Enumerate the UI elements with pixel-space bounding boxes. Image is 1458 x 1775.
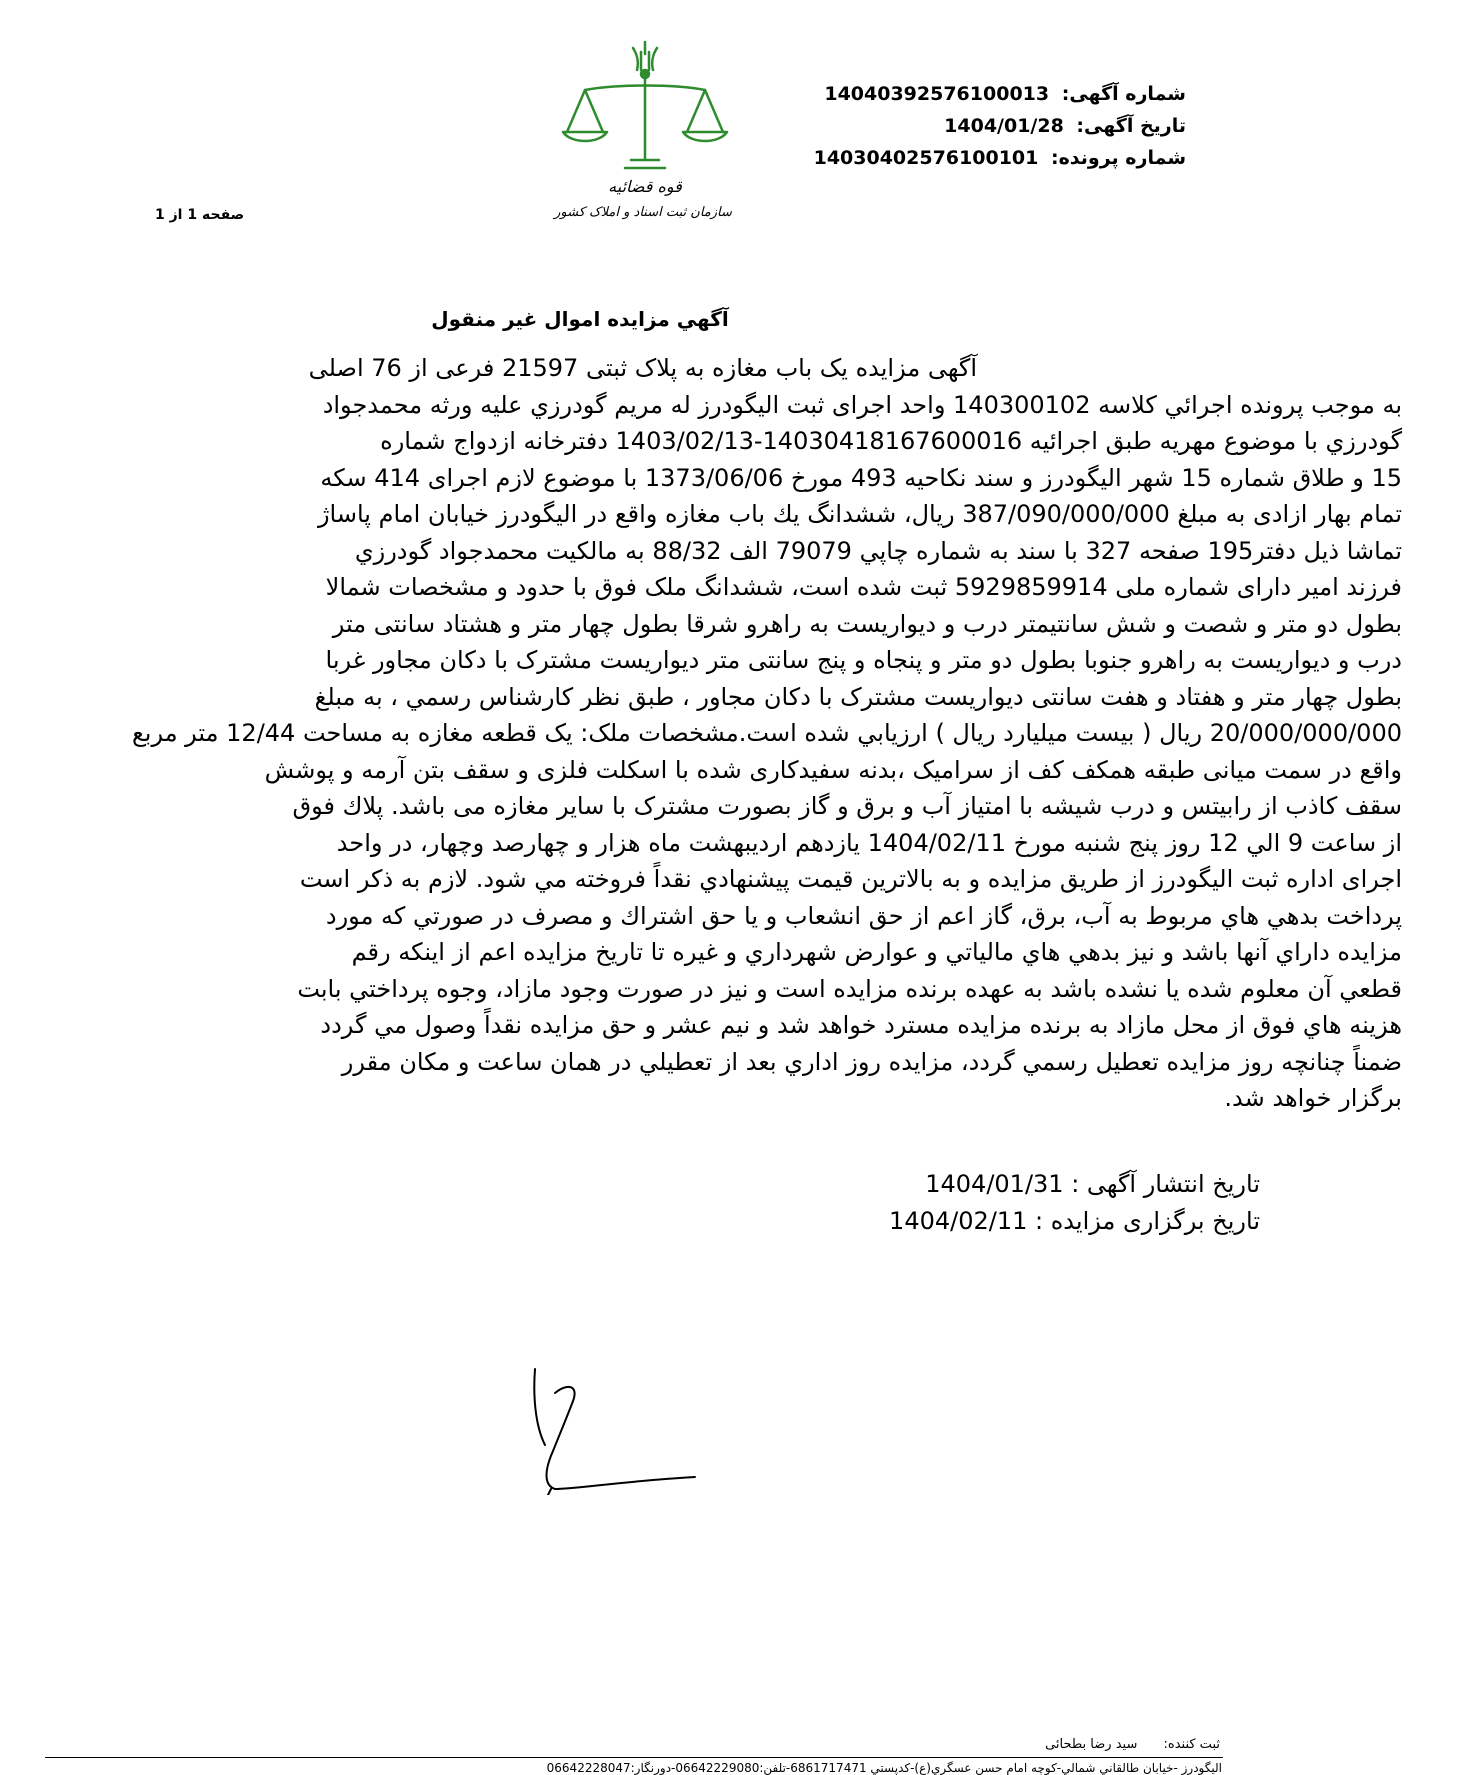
body-line: تماشا ذيل دفتر195 صفحه 327 با سند به شماره چاپي 79079 الف 88/32 به مالكيت محمدجواد گودرزي [354,536,1402,565]
notice-number: 14040392576100013 [824,83,1050,105]
registrar-name: سید رضا بطحائی [1045,1737,1138,1752]
notice-body [10,350,1402,1117]
judiciary-emblem [545,40,745,250]
notice-date-label: تاریخ آگهی: [1076,115,1186,137]
signature [495,1365,700,1495]
registrar-label: ثبت كننده: [1163,1737,1220,1752]
body-line: قطعي آن معلوم شده يا نشده باشد به عهده برنده مزايده است و نيز در صورت وجود مازاد، وجوه پرداختي بابت [297,974,1402,1003]
auction-date: 1404/02/11 [889,1207,1028,1235]
publish-date: 1404/01/31 [925,1170,1064,1198]
body-line: از ساعت 9 الي 12 روز پنج شنبه مورخ 1404/02/11 یازدهم ارديبهشت ماه هزار و چهارصد وچهار، در واحد [336,828,1402,857]
file-number-label: شماره پرونده: [1050,147,1186,169]
signature-scribble-icon [495,1365,700,1495]
body-line: به موجب پرونده اجرائي كلاسه 140300102 واحد اجرای ثبت الیگودرز له مريم گودرزي عليه ورثه محمدجواد [322,390,1402,419]
org-name-line1: قوه قضائیه [608,177,682,196]
auction-date-row [700,1203,1260,1240]
notice-number-label: شماره آگهی: [1061,83,1186,105]
body-line: سقف کاذب از رابيتس و درب شيشه با امتیاز آب و برق و گاز بصورت مشترک با سایر مغازه می باشد. پلاك فوق [292,792,1402,820]
file-number-row [766,142,1186,174]
body-line: اجرای اداره ثبت اليگودرز از طريق مزايده و به بالاترين قيمت پيشنهادي نقداً فروخته مي شود. لازم به ذكر است [299,865,1402,893]
body-line: برگزار خواهد شد. [1224,1084,1402,1112]
body-line: پرداخت بدهي هاي مربوط به آب، برق، گاز اعم از حق انشعاب و يا حق اشتراك و مصرف در صورتي كه مورد [325,901,1402,930]
notice-metadata [766,78,1186,174]
body-line: درب و ديواريست به راهرو جنوبا بطول دو متر و پنجاه و پنج سانتی متر ديواريست مشترک با دكان مجاور غربا [325,646,1402,674]
file-number: 14030402576100101 [813,147,1039,169]
body-line: گودرزي با موضوع مهريه طبق اجرائيه 14030418167600016-1403/02/13 دفترخانه ازدواج شماره [380,427,1402,455]
notice-dates [700,1166,1260,1240]
org-name-line2: سازمان ثبت اسناد و املاک کشور [554,205,732,220]
auction-date-label: تاریخ برگزاری مزایده : [1035,1207,1260,1235]
notice-date-row [766,110,1186,142]
registrar [980,1737,1220,1752]
body-line: واقع در سمت میانی طبقه همکف کف از سرامیک ،بدنه سفیدکاری شده با اسکلت فلزی و سقف بتن آرمه و پوشش [264,755,1402,784]
scales-of-justice-icon [545,40,745,250]
body-line: تمام بهار ازادی به مبلغ 387/090/000/000 ریال، ششدانگ يك باب مغازه واقع در اليگودرز خيابان امام پاساژ [317,500,1402,528]
body-line: 15 و طلاق شماره 15 شهر اليگودرز و سند نكاحيه 493 مورخ 1373/06/06 با موضوع لازم اجرای 414 سكه [320,463,1402,492]
publish-date-row [700,1166,1260,1203]
body-line: مزايده داراي آنها باشد و نيز بدهي هاي مالياتي و عوارض شهرداري و غيره تا تاريخ مزايده اعم از اينكه رقم [351,938,1402,966]
page-number: صفحه 1 از 1 [155,207,245,223]
body-line: بطول چهار متر و هفتاد و هفت سانتی ديواريست مشترک با دكان مجاور ، طبق نظر کارشناس رسمي ، به مبلغ [314,682,1402,711]
body-line: بطول دو متر و شصت و شش سانتيمتر درب و ديواريست به راهرو شرقا بطول چهار متر و هشتاد سانتی متر [332,609,1402,638]
body-line: ضمناً چنانچه روز مزايده تعطيل رسمي گردد، مزايده روز اداري بعد از تعطيلي در همان ساعت و مكان مقرر [341,1047,1402,1076]
body-line: 20/000/000/000 ریال ( بیست میلیارد ریال ) ارزيابي شده است.مشخصات ملک: یک قطعه مغازه به مساحت 12/44 متر مربع [132,719,1402,747]
notice-title: آگهي مزايده اموال غير منقول [431,307,729,331]
notice-date: 1404/01/28 [944,115,1064,137]
publish-date-label: تاریخ انتشار آگهی : [1071,1170,1260,1198]
body-line: فرزند امير دارای شماره ملی 5929859914 ثبت شده است، ششدانگ ملک فوق با حدود و مشخصات شمالا [325,573,1402,601]
body-line: هزينه هاي فوق از محل مازاد به برنده مزايده مسترد خواهد شد و نيم عشر و حق مزايده نقداً وصول مي گردد [320,1011,1402,1039]
footer-divider [45,1757,1223,1758]
notice-number-row [766,78,1186,110]
footer-address: اليگودرز -خيابان طالقاني شمالي-كوچه امام حسن عسگري(ع)-كدپستي 6861717471-تلفن:06642229080-دورنگار:06642228047 [546,1761,1222,1775]
body-line: آگهی مزایده یک باب مغازه به پلاک ثبتی 21597 فرعی از 76 اصلی [308,354,977,382]
